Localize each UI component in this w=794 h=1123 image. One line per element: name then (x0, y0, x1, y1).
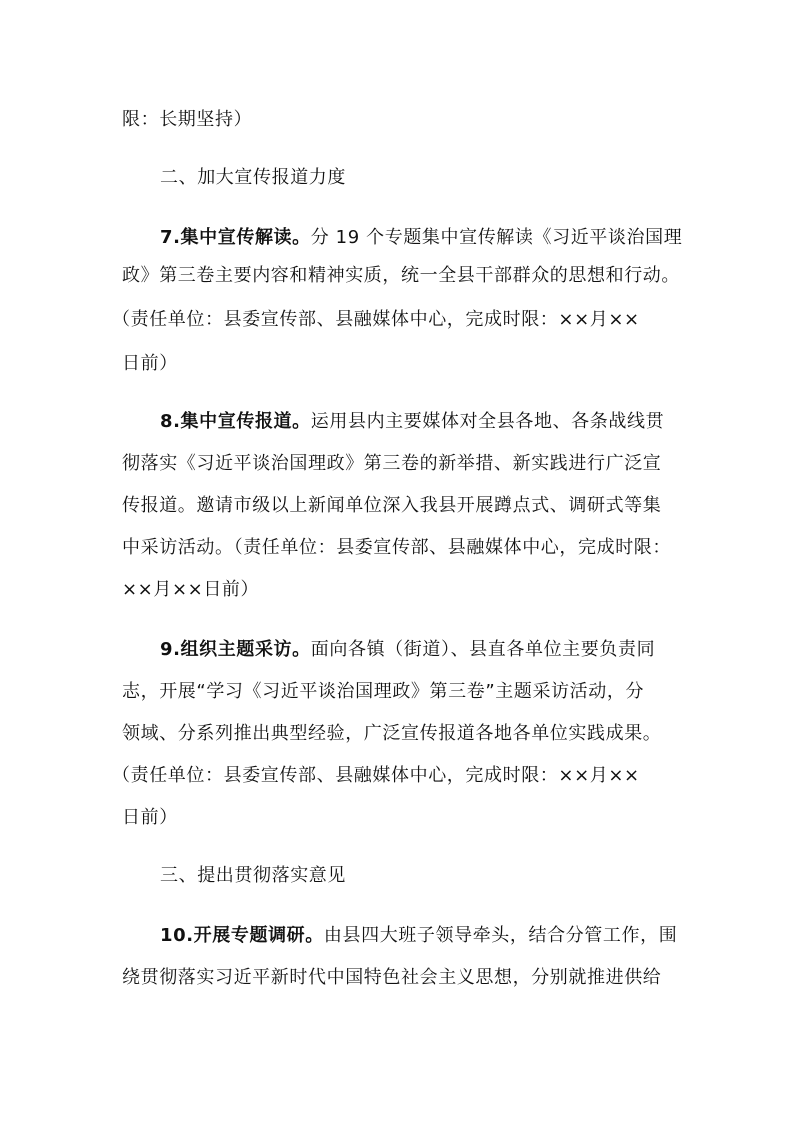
item-8-line (160, 410, 664, 434)
item-9-line (160, 638, 655, 662)
item-7-text: 分 19 个专题集中宣传解读《习近平谈治国理 (310, 227, 683, 248)
item-9-line: 日前） (122, 807, 178, 828)
item-10-line (160, 924, 677, 948)
item-9-line: （责任单位：县委宣传部、县融媒体中心，完成时限：××月×× (112, 765, 640, 786)
item-8-text: 运用县内主要媒体对全县各地、各条战线贯 (310, 411, 665, 432)
section-heading-2: 二、加大宣传报道力度 (160, 167, 346, 188)
item-8-line: 彻落实《习近平谈治国理政》第三卷的新举措、新实践进行广泛宣 (122, 453, 662, 474)
item-7-line: 日前） (122, 353, 178, 374)
item-7-line: （责任单位：县委宣传部、县融媒体中心，完成时限：××月×× (112, 309, 640, 330)
item-9-line: 志，开展“学习《习近平谈治国理政》第三卷”主题采访活动，分 (122, 681, 645, 702)
item-7-line: 政》第三卷主要内容和精神实质，统一全县干部群众的思想和行动。 (122, 265, 680, 286)
item-10-text: 由县四大班子领导牵头，结合分管工作，围 (323, 925, 678, 946)
item-9-text: 面向各镇（街道）、县直各单位主要负责同 (310, 639, 656, 660)
item-9-title: 9.组织主题采访。 (160, 639, 311, 660)
paragraph-line: 限：长期坚持） (122, 109, 253, 130)
item-9-line: 领域、分系列推出典型经验，广泛宣传报道各地各单位实践成果。 (122, 723, 662, 744)
item-10-title: 10.开展专题调研。 (160, 925, 324, 946)
item-8-line: 中采访活动。（责任单位：县委宣传部、县融媒体中心，完成时限： (122, 537, 671, 558)
item-8-title: 8.集中宣传报道。 (160, 411, 311, 432)
item-10-line: 绕贯彻落实习近平新时代中国特色社会主义思想，分别就推进供给 (122, 967, 662, 988)
item-8-line: 传报道。邀请市级以上新闻单位深入我县开展蹲点式、调研式等集 (122, 495, 662, 516)
section-heading-3: 三、提出贯彻落实意见 (160, 865, 346, 886)
item-7-line (160, 226, 682, 250)
item-7-title: 7.集中宣传解读。 (160, 227, 311, 248)
item-8-line: ××月××日前） (122, 579, 260, 600)
